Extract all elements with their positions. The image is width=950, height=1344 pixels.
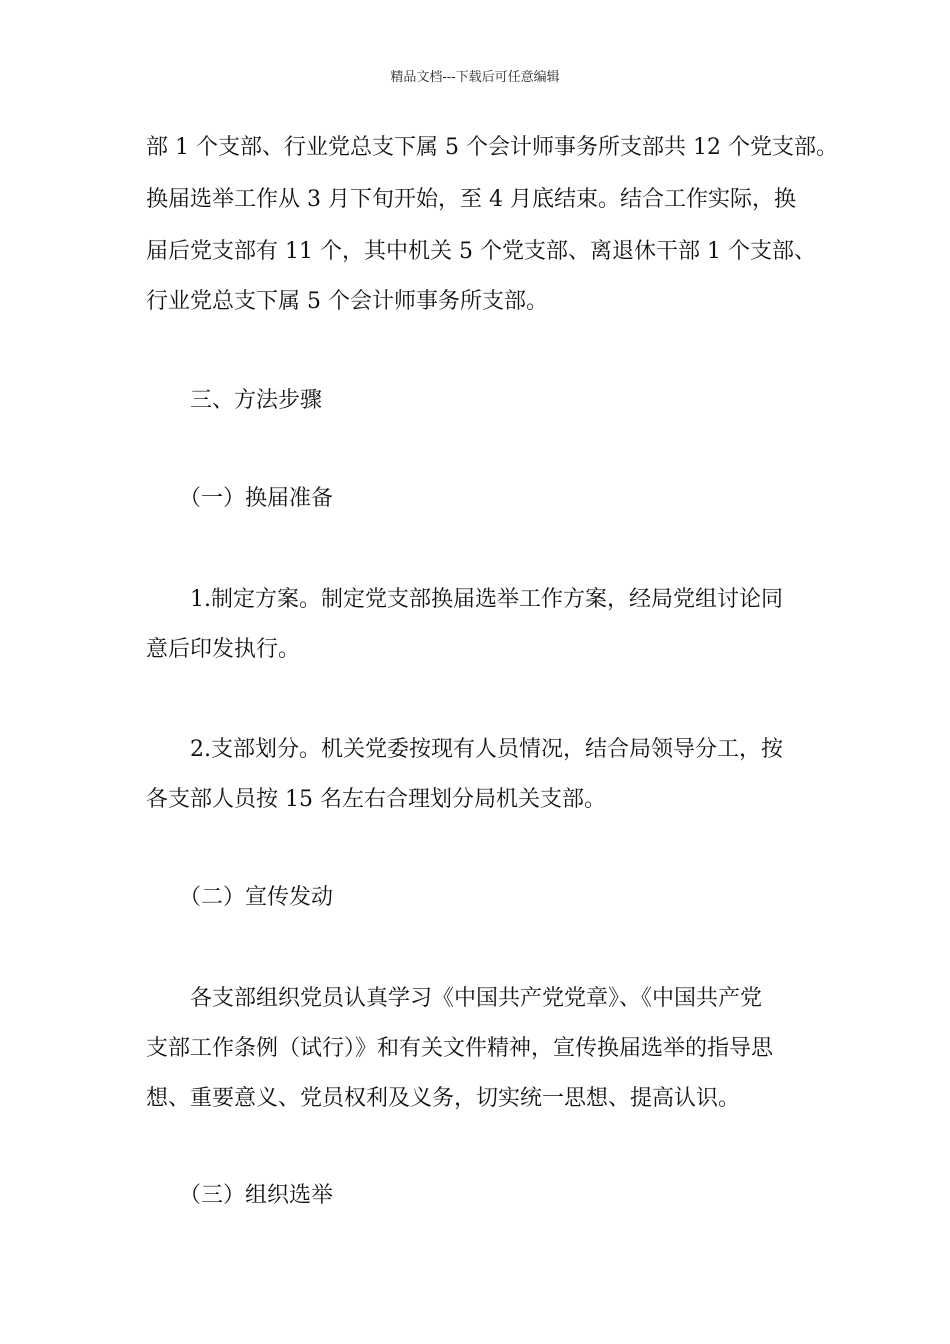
text-line: 2.支部划分。机关党委按现有人员情况，结合局领导分工，按 [146,737,783,762]
text-line: 部 1 个支部、行业党总支下属 5 个会计师事务所支部共 12 个党支部。 [146,135,838,160]
text-line: 届后党支部有 11 个，其中机关 5 个党支部、离退休干部 1 个支部、 [146,239,816,264]
section-heading: 三、方法步骤 [146,388,323,413]
text-line: 行业党总支下属 5 个会计师事务所支部。 [146,289,548,314]
subsection-heading: （三）组织选举 [146,1183,334,1208]
text-line: 换届选举工作从 3 月下旬开始，至 4 月底结束。结合工作实际，换 [146,187,796,212]
text-line: 支部工作条例（试行）》和有关文件精神，宣传换届选举的指导思 [146,1036,774,1061]
subsection-heading: （二）宣传发动 [146,885,334,910]
text-line: 各支部组织党员认真学习《中国共产党党章》、《中国共产党 [146,986,763,1011]
text-line: 各支部人员按 15 名左右合理划分局机关支部。 [146,787,606,812]
text-line: 1.制定方案。制定党支部换届选举工作方案，经局党组讨论同 [146,587,783,612]
page-header: 精品文档---下载后可任意编辑 [390,70,560,85]
text-line: 意后印发执行。 [146,637,301,662]
subsection-heading: （一）换届准备 [146,486,334,511]
text-line: 想、重要意义、党员权利及义务，切实统一思想、提高认识。 [146,1086,741,1111]
